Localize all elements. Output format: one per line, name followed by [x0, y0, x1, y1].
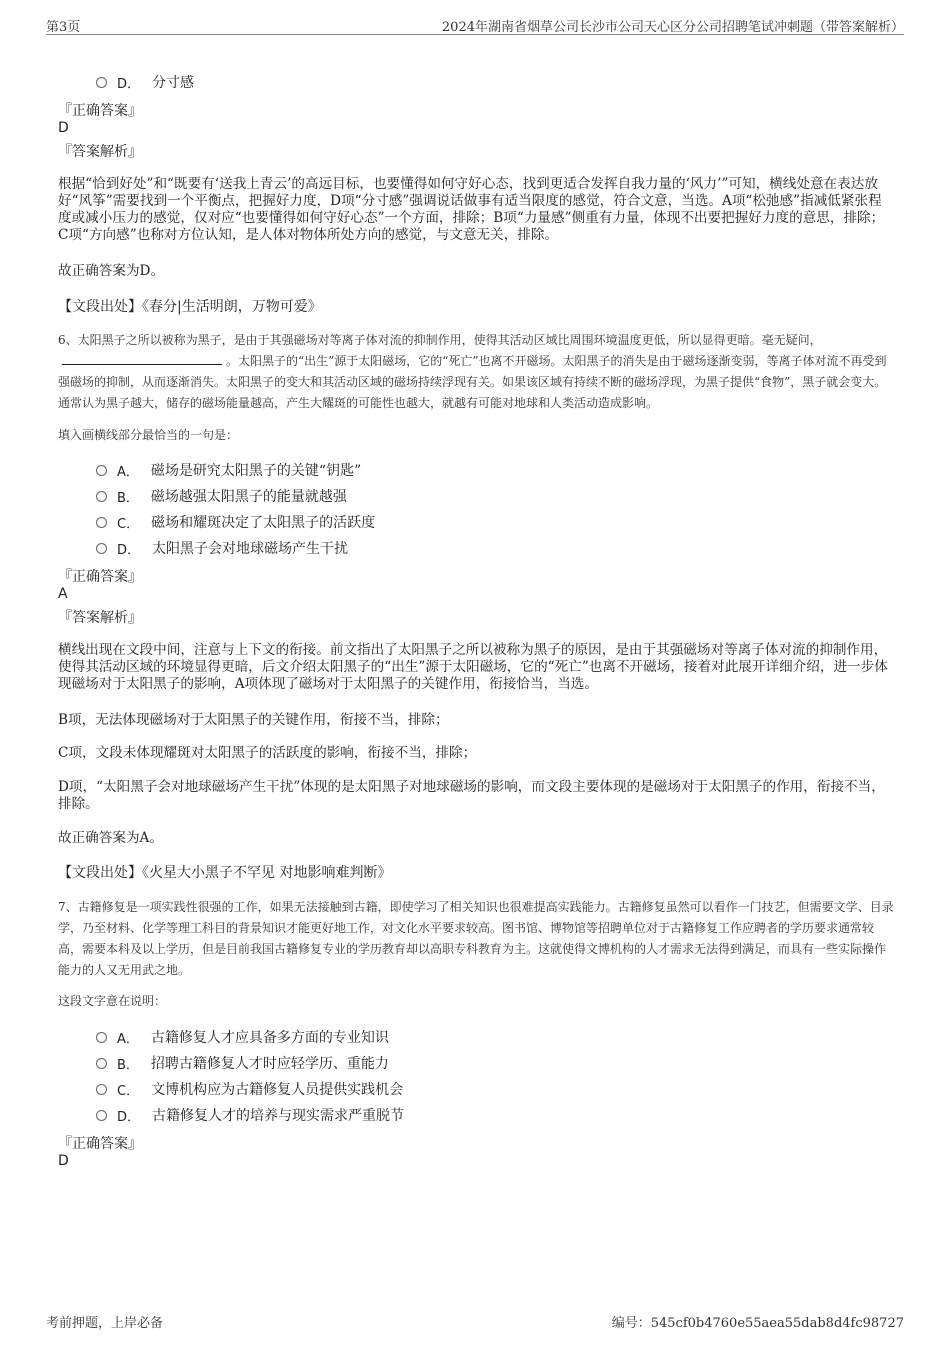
option-text: 磁场和耀斑决定了太阳黑子的活跃度	[151, 515, 376, 531]
q6-analysis-label: 『答案解析』	[58, 610, 142, 626]
option-text: 磁场是研究太阳黑子的关键“钥匙”	[150, 463, 362, 479]
q7-prompt: 这段文字意在说明：	[58, 994, 167, 1008]
option-text: 古籍修复人才应具备多方面的专业知识	[150, 1030, 389, 1046]
q7-stem: 7、古籍修复是一项实践性很强的工作，如果无法接触到古籍，即使学习了相关知识也很难提高实践能力。古籍修复虽然可以看作一门技艺，但需要文学、目录学，乃至材料、化学等理工科目的背景知识才能更好地工作，对文化水平要求较高。图书馆、博物馆等招聘单位对于古籍修复工作应聘者的学历要求通常较高，需要本科及以上学历，但是目前我国古籍修复专业的学历教育却以高职专科教育为主。这就使得文博机构的人才需求无法得到满足，而具有一些实际操作能力的人又无用武之地。	[58, 900, 894, 977]
q6-analysis-1: 横线出现在文段中间，注意与上下文的衔接。前文指出了太阳黑子之所以被称为黑子的原因，是由于其强磁场对等离子体对流的抑制作用，使得其活动区域的环境显得更暗，后文介绍太阳黑子的“出生”源于太阳磁场，它的“死亡”也离不开磁场，接着对此展开详细介绍，进一步体现磁场对于太阳黑子的影响，A项体现了磁场对于太阳黑子的关键作用，衔接恰当，当选。	[58, 642, 888, 692]
fill-blank	[62, 352, 222, 365]
q6-answer: A	[58, 586, 68, 602]
q6-analysis-4: D项，“太阳黑子会对地球磁场产生干扰”体现的是太阳黑子对地球磁场的影响，而文段主要体现的是磁场对于太阳黑子的作用，衔接不当，排除。	[58, 779, 885, 812]
q7-option-a[interactable]	[96, 1027, 389, 1047]
q5-conclusion: 故正确答案为D。	[58, 263, 165, 279]
document-title: 2024年湖南省烟草公司长沙市公司天心区分公司招聘笔试冲刺题（带答案解析）	[441, 20, 904, 35]
q6-analysis-3: C项，文段未体现耀斑对太阳黑子的活跃度的影响，衔接不当，排除；	[58, 745, 477, 761]
radio-icon[interactable]	[96, 1058, 107, 1069]
q6-stem-part1: 6、太阳黑子之所以被称为黑子，是由于其强磁场对等离子体对流的抑制作用，使得其活动区域比周围环境温度更低，所以显得更暗。毫无疑问，	[58, 333, 822, 347]
option-text: 太阳黑子会对地球磁场产生干扰	[152, 541, 349, 557]
q6-option-d[interactable]	[96, 538, 348, 558]
q6-stem	[58, 330, 896, 414]
page-header	[46, 14, 904, 35]
q6-analysis-2: B项，无法体现磁场对于太阳黑子的关键作用，衔接不当，排除；	[58, 712, 449, 728]
option-text: 招聘古籍修复人才时应轻学历、重能力	[150, 1056, 389, 1072]
option-letter: C．	[117, 516, 140, 532]
option-letter: D．	[117, 1109, 141, 1125]
option-letter: B．	[117, 490, 139, 506]
q5-option-d[interactable]	[96, 72, 194, 92]
option-text: 古籍修复人才的培养与现实需求严重脱节	[152, 1108, 405, 1124]
q6-conclusion: 故正确答案为A。	[58, 830, 163, 846]
q7-option-b[interactable]	[96, 1053, 389, 1073]
option-letter: D．	[117, 542, 141, 558]
q5-answer: D	[58, 120, 69, 136]
q6-stem-part2: 。太阳黑子的“出生”源于太阳磁场，它的“死亡”也离不开磁场。太阳黑子的消失是由于磁场逐渐变弱，等离子体对流不再受到强磁场的抑制，从而逐渐消失。太阳黑子的变大和其活动区域的磁场持续浮现有关。如果该区域有持续不断的磁场浮现，为黑子提供“食物”，黑子就会变大。通常认为黑子越大，储存的磁场能量越高，产生大耀斑的可能性也越大，就越有可能对地球和人类活动造成影响。	[58, 354, 887, 410]
footer-slogan: 考前押题，上岸必备	[46, 1316, 164, 1331]
option-letter: B．	[117, 1057, 139, 1073]
radio-icon[interactable]	[96, 1032, 107, 1043]
q6-source: 【文段出处】《火星大小黑子不罕见 对地影响难判断》	[58, 865, 392, 881]
radio-icon[interactable]	[96, 491, 107, 502]
q7-option-c[interactable]	[96, 1079, 403, 1099]
document-id: 编号：545cf0b4760e55aea55dab8d4fc98727	[611, 1316, 904, 1331]
option-text: 文博机构应为古籍修复人员提供实践机会	[151, 1082, 404, 1098]
option-letter: A．	[117, 1031, 139, 1047]
radio-icon[interactable]	[96, 77, 107, 88]
q6-option-b[interactable]	[96, 486, 347, 506]
q7-option-d[interactable]	[96, 1105, 404, 1125]
q7-answer: D	[58, 1153, 69, 1169]
option-letter: C．	[117, 1083, 140, 1099]
q7-answer-label: 『正确答案』	[58, 1136, 142, 1152]
radio-icon[interactable]	[96, 1084, 107, 1095]
option-text: 磁场越强太阳黑子的能量就越强	[150, 489, 347, 505]
q5-analysis: 根据“恰到好处”和“既要有‘送我上青云’的高远目标，也要懂得如何守好心态，找到更适合发挥自我力量的‘风力’”可知，横线处意在表达放好“风筝”需要找到一个平衡点，把握好力度，D项“分寸感”强调说话做事有适当限度的感觉，符合文意，当选。A项“松弛感”指减低紧张程度或减小压力的感觉，仅对应“也要懂得如何守好心态”一个方面，排除；B项“力量感”侧重有力量，体现不出要把握好力度的意思，排除；C项“方向感”也称对方位认知，是人体对物体所处方向的感觉，与文意无关，排除。	[58, 176, 885, 243]
page-footer	[46, 1312, 904, 1332]
page-number: 第3页	[46, 20, 81, 35]
option-text: 分寸感	[152, 75, 195, 91]
option-letter: D．	[117, 76, 141, 92]
q6-prompt: 填入画横线部分最恰当的一句是：	[58, 428, 239, 442]
q5-analysis-label: 『答案解析』	[58, 144, 142, 160]
radio-icon[interactable]	[96, 517, 107, 528]
q5-answer-label: 『正确答案』	[58, 103, 142, 119]
q6-option-c[interactable]	[96, 512, 375, 532]
q5-source: 【文段出处】《春分|生活明朗，万物可爱》	[58, 299, 322, 315]
q6-answer-label: 『正确答案』	[58, 569, 142, 585]
option-letter: A．	[117, 464, 139, 480]
radio-icon[interactable]	[96, 1110, 107, 1121]
radio-icon[interactable]	[96, 543, 107, 554]
radio-icon[interactable]	[96, 465, 107, 476]
q6-option-a[interactable]	[96, 460, 361, 480]
